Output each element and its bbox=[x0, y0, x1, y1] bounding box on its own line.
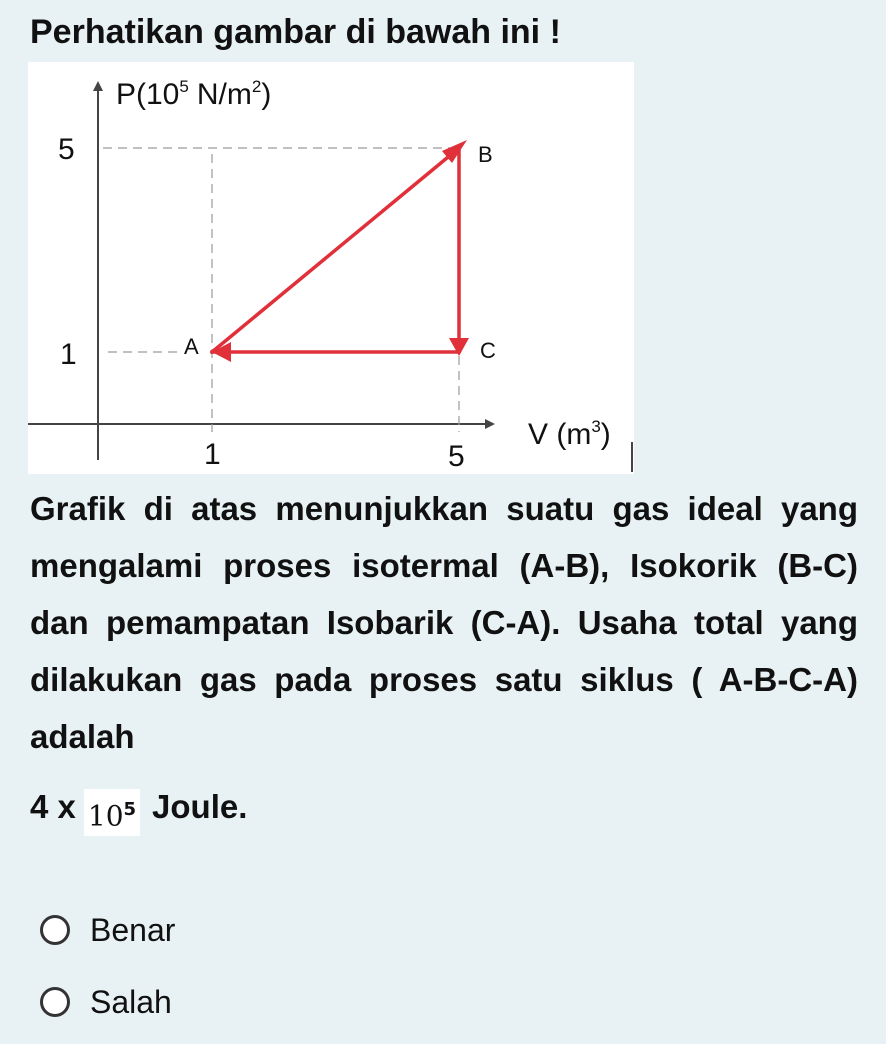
x-axis-label: V $(m^3)$ bbox=[528, 417, 611, 451]
point-b-label: B bbox=[478, 142, 493, 167]
x-tick-1: 1 bbox=[204, 438, 221, 471]
x-tick-5: 5 bbox=[448, 440, 465, 473]
point-a-marker bbox=[210, 350, 214, 354]
option-label-salah: Salah bbox=[90, 983, 172, 1020]
question-text: Grafik di atas menunjukkan suatu gas ideal yang mengalami proses isotermal (A-B), Isokorik (B-C) dan pemampatan Isobarik (C-A). Usaha total yang dilakukan gas pada proses satu siklus ( A-B-C-A) adalah bbox=[30, 490, 858, 755]
answer-prefix: 4 x bbox=[30, 788, 76, 825]
point-a-label: A bbox=[184, 334, 199, 359]
power-base: 10 bbox=[87, 799, 124, 833]
answer-unit: Joule. bbox=[152, 788, 248, 825]
process-a-b bbox=[212, 148, 459, 352]
option-label-benar: Benar bbox=[90, 911, 176, 948]
y-axis-label: $P(10^5$ $N/m^2$) bbox=[116, 77, 272, 111]
power-of-ten bbox=[84, 789, 140, 835]
power-exponent: 5 bbox=[123, 799, 137, 821]
point-b-marker bbox=[457, 146, 461, 150]
point-c-marker bbox=[457, 350, 461, 354]
pv-diagram bbox=[28, 62, 634, 474]
answer-statement bbox=[30, 778, 247, 835]
point-c-label: C bbox=[480, 338, 496, 363]
radio-benar[interactable] bbox=[40, 915, 70, 945]
option-benar[interactable] bbox=[40, 900, 175, 960]
option-salah[interactable] bbox=[40, 972, 175, 1032]
y-tick-5: 5 bbox=[58, 133, 75, 166]
question-title: Perhatikan gambar di bawah ini ! bbox=[30, 13, 561, 51]
pv-diagram-svg bbox=[28, 62, 634, 474]
y-tick-1: 1 bbox=[60, 338, 77, 371]
radio-salah[interactable] bbox=[40, 987, 70, 1017]
answer-options bbox=[40, 900, 175, 1044]
